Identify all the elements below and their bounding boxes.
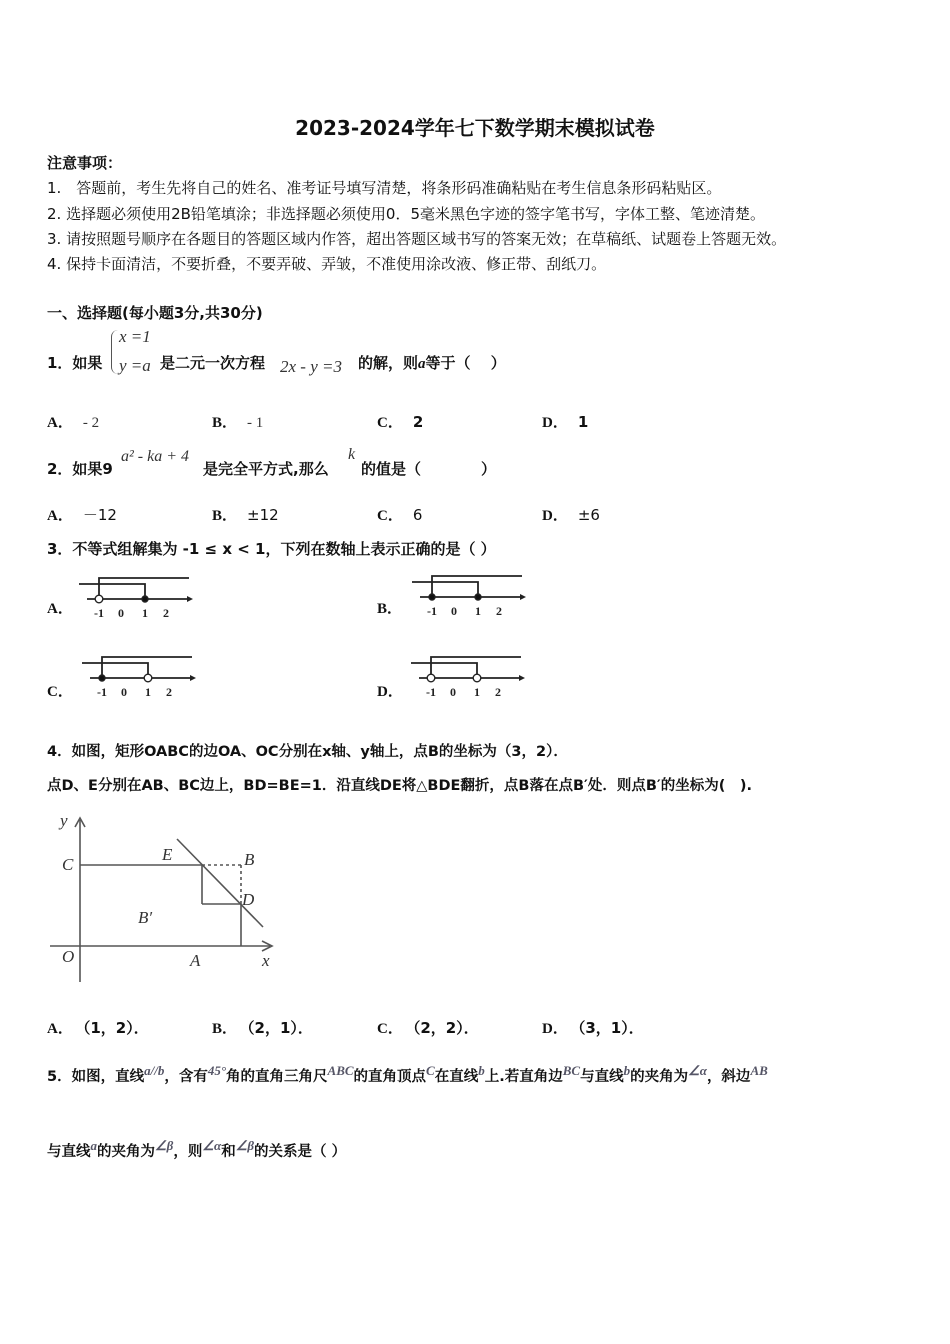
- q2-prefix: 2．如果9: [47, 460, 113, 478]
- option-a[interactable]: [47, 504, 117, 525]
- tick-label: 2: [163, 606, 169, 620]
- system-eq2: y =a: [119, 356, 151, 375]
- option-value: ±6: [577, 506, 600, 524]
- option-value: 2: [412, 413, 424, 431]
- ray-lt-1: [82, 663, 148, 678]
- option-value: 1: [577, 413, 589, 431]
- closed-dot: [99, 675, 105, 681]
- label-a: A: [190, 951, 201, 970]
- note-item: 2. 选择题必须使用2B铅笔填涂；非选择题必须使用0．5毫米黑色字迹的签字笔书写，字体工整、笔迹清楚。: [47, 205, 766, 223]
- ray-lt-1: [411, 663, 477, 678]
- page-title: 2023-2024学年七下数学期末模拟试卷: [295, 116, 655, 140]
- expression: a² - ka + 4: [121, 448, 190, 465]
- option-letter: C．: [377, 415, 403, 431]
- math-a-parallel-b: a//b: [144, 1063, 165, 1078]
- variable-k: k: [348, 446, 356, 463]
- q1-text: 是二元一次方程: [160, 354, 266, 372]
- label-d: D: [242, 890, 255, 909]
- number-line-a: [75, 575, 195, 625]
- math-45deg: 45°: [207, 1063, 227, 1078]
- q1-prefix: 1．如果: [47, 354, 103, 372]
- tick-label: 2: [166, 685, 172, 699]
- math-alpha: ∠α: [688, 1063, 707, 1078]
- q4-line2: 点D、E分别在AB、BC边上，BD=BE=1．沿直线DE将△BDE翻折，点B落在点B′处．则点B′的坐标为( ).: [47, 778, 752, 794]
- tick-label: 1: [142, 606, 148, 620]
- q5-text: 在直线: [434, 1069, 479, 1085]
- math-ab: AB: [750, 1063, 768, 1078]
- label-y: y: [60, 811, 68, 830]
- closed-dot: [475, 594, 481, 600]
- label-e: E: [162, 845, 173, 864]
- number-line-c: [78, 654, 198, 704]
- option-a[interactable]: [47, 1017, 149, 1038]
- q5-text: 与直线: [47, 1144, 91, 1160]
- tick-label: -1: [94, 606, 104, 620]
- axis-arrow: [520, 594, 526, 600]
- option-d[interactable]: [542, 504, 600, 525]
- q4-line1: 4．如图，矩形OABC的边OA、OC分别在x轴、y轴上，点B的坐标为（3，2）．: [47, 744, 568, 760]
- option-value: - 2: [82, 415, 100, 431]
- math-b: b: [623, 1063, 631, 1078]
- q5-text: 5．如图，直线: [47, 1069, 145, 1085]
- option-c[interactable]: [377, 411, 423, 432]
- q1-text: 的解，则: [358, 354, 419, 372]
- option-letter: A．: [47, 508, 73, 524]
- option-value: （2，1）．: [247, 1019, 313, 1037]
- option-letter: B．: [212, 1021, 238, 1037]
- option-letter: D．: [542, 1021, 568, 1037]
- q5-text: 和: [221, 1144, 236, 1160]
- math-abc: ABC: [327, 1063, 354, 1078]
- q5-text: 角的直角三角尺: [226, 1069, 328, 1085]
- tick-label: 1: [475, 604, 481, 618]
- option-c[interactable]: [377, 1017, 479, 1038]
- option-value: （1，2）．: [82, 1019, 149, 1037]
- option-letter: D．: [542, 415, 568, 431]
- label-x: x: [262, 951, 270, 970]
- q4-figure: [40, 810, 290, 990]
- tick-label: 0: [451, 604, 457, 618]
- q3-text: 3．不等式组解集为 -1 ≤ x < 1，下列在数轴上表示正确的是（ ）: [47, 540, 496, 558]
- q2-text: 是完全平方式,那么: [203, 460, 329, 478]
- option-letter: C．: [47, 684, 73, 700]
- option-b[interactable]: [212, 504, 279, 525]
- tick-label: -1: [427, 604, 437, 618]
- number-line-b: [408, 573, 528, 623]
- variable-a: a: [418, 356, 426, 372]
- math-a: a: [90, 1138, 97, 1153]
- note-item: 3. 请按照题号顺序在各题目的答题区域内作答，超出答题区域书写的答案无效；在草稿纸、试题卷上答题无效。: [47, 230, 787, 248]
- option-value: - 1: [247, 415, 264, 431]
- option-value: ±12: [247, 506, 279, 524]
- option-value: （2，2）．: [412, 1019, 479, 1037]
- open-dot: [95, 595, 103, 603]
- q1-text: 等于（ ）: [425, 354, 506, 372]
- axis-arrow: [187, 596, 193, 602]
- label-o: O: [62, 947, 75, 966]
- option-d[interactable]: [542, 1017, 644, 1038]
- q5-text: ，含有: [164, 1069, 208, 1085]
- math-beta: ∠β: [155, 1138, 174, 1153]
- open-dot: [473, 674, 481, 682]
- system-brace: [111, 330, 118, 374]
- system-eq1: x =1: [119, 327, 151, 346]
- q5-text: 的直角顶点: [353, 1069, 427, 1085]
- q5-text: ，斜边: [706, 1069, 751, 1085]
- note-item: 4. 保持卡面清洁，不要折叠，不要弄破、弄皱，不准使用涂改液、修正带、刮纸刀。: [47, 255, 607, 273]
- tick-label: 1: [474, 685, 480, 699]
- q2-text: 的值是（ ）: [361, 460, 497, 478]
- tick-label: 0: [121, 685, 127, 699]
- tick-label: 0: [118, 606, 124, 620]
- math-b: b: [478, 1063, 485, 1078]
- option-letter: B．: [212, 415, 238, 431]
- q5-text: ，则: [173, 1144, 203, 1160]
- ray-lt-1: [412, 582, 478, 597]
- option-letter: D．: [542, 508, 568, 524]
- axis-arrow: [519, 675, 525, 681]
- closed-dot: [429, 594, 435, 600]
- label-b-prime: B′: [138, 908, 153, 927]
- q5-text: 的关系是（ ）: [254, 1144, 347, 1160]
- option-letter: B．: [212, 508, 238, 524]
- option-letter: A．: [47, 1021, 73, 1037]
- q5-text: 与直线: [580, 1069, 624, 1085]
- option-letter: C．: [377, 1021, 403, 1037]
- option-letter: D．: [377, 684, 403, 700]
- math-beta: ∠β: [235, 1138, 255, 1153]
- option-letter: C．: [377, 508, 403, 524]
- tick-label: 2: [496, 604, 502, 618]
- math-c: C: [426, 1063, 435, 1078]
- tick-label: 0: [450, 685, 456, 699]
- open-dot: [427, 674, 435, 682]
- q5-line2: [47, 1138, 346, 1161]
- option-value: （3，1）．: [577, 1019, 644, 1037]
- option-c[interactable]: [377, 504, 422, 525]
- label-b: B: [244, 850, 255, 869]
- number-line-d: [407, 654, 527, 704]
- closed-dot: [142, 596, 148, 602]
- tick-label: -1: [97, 685, 107, 699]
- option-b[interactable]: [212, 1017, 313, 1038]
- option-letter: A．: [47, 415, 73, 431]
- option-d[interactable]: [542, 411, 588, 432]
- axis-arrow: [190, 675, 196, 681]
- q5-text: 的夹角为: [97, 1144, 155, 1160]
- tick-label: -1: [426, 685, 436, 699]
- option-value: －12: [82, 506, 117, 524]
- ray-lt-1: [79, 584, 145, 599]
- option-a[interactable]: [47, 411, 99, 432]
- label-c: C: [62, 855, 74, 874]
- tick-label: 2: [495, 685, 501, 699]
- section-heading: 一、选择题(每小题3分,共30分): [47, 304, 263, 322]
- option-letter: A．: [47, 601, 73, 617]
- q5-text: 的夹角为: [630, 1069, 689, 1085]
- math-alpha: ∠α: [202, 1138, 222, 1153]
- option-value: 6: [412, 506, 423, 524]
- option-b[interactable]: [377, 597, 412, 618]
- notes-heading: 注意事项：: [47, 154, 123, 172]
- option-b[interactable]: [212, 411, 263, 432]
- note-item: 1. 答题前，考生先将自己的姓名、准考证号填写清楚，将条形码准确粘贴在考生信息条形码粘贴区。: [47, 179, 722, 197]
- equation: 2x - y =3: [280, 357, 342, 376]
- math-bc: BC: [562, 1063, 581, 1078]
- open-dot: [144, 674, 152, 682]
- option-letter: B．: [377, 601, 403, 617]
- q5-text: 上.若直角边: [484, 1069, 563, 1085]
- q5-line1: [47, 1063, 768, 1086]
- tick-label: 1: [145, 685, 151, 699]
